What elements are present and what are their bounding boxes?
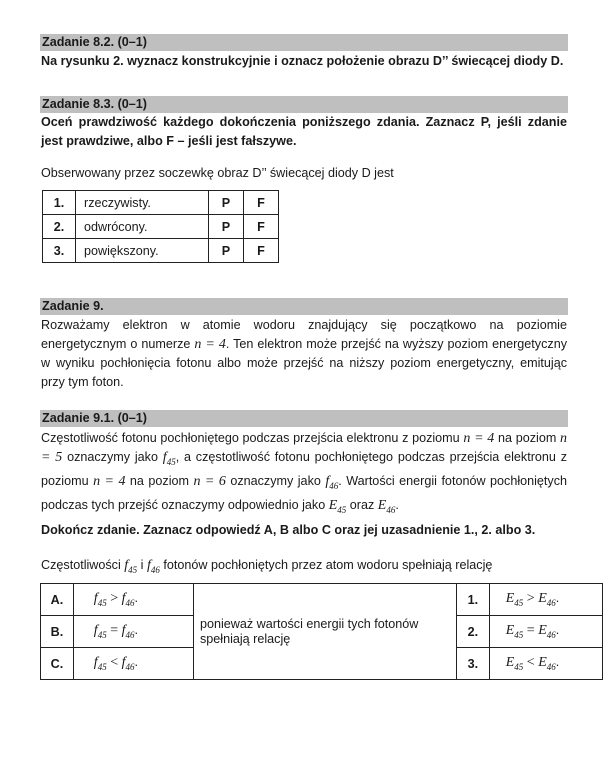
symbol-e46: $E_{46}$: [377, 497, 396, 515]
reason-3-number[interactable]: 3.: [456, 648, 489, 680]
task-9-1-instruction: Dokończ zdanie. Zaznacz odpowiedź A, B albo C oraz jej uzasadnienie 1., 2. albo 3.: [41, 523, 536, 537]
table-row: [43, 191, 279, 215]
task-8-3-header: Zadanie 8.3. (0–1): [40, 96, 568, 113]
answer-f-option[interactable]: F: [244, 191, 279, 215]
math-n4: n = 4: [194, 337, 226, 352]
reason-1-relation[interactable]: $E_{45} > E_{46}$.: [489, 584, 602, 616]
table-row: [41, 584, 603, 616]
option-c-letter[interactable]: C.: [41, 648, 74, 680]
option-b-relation[interactable]: $f_{45} = f_{46}$.: [73, 616, 193, 648]
task-9-intro: Rozważamy elektron w atomie wodoru znajdujący się początkowo na poziomie energetycznym o numerze n = 4. Ten elektron może przejść na wyższy poziom energetyczny w wyniku pochłonięcia fotonu albo może przejść na niższy poziom energetyczny, emitując przy tym foton.: [41, 318, 567, 389]
answer-justification-table: [40, 583, 603, 680]
reason-3-relation[interactable]: $E_{45} < E_{46}$.: [489, 648, 602, 680]
task-9-1-stem: Częstotliwości $f_{45}$ i $f_{46}$ fotonów pochłoniętych przez atom wodoru spełniają relację: [41, 558, 493, 575]
reason-2-relation[interactable]: $E_{45} = E_{46}$.: [489, 616, 602, 648]
answer-p-option[interactable]: P: [209, 239, 244, 263]
statement-text: powiększony.: [76, 239, 209, 263]
answer-f-option[interactable]: F: [244, 215, 279, 239]
statement-text: rzeczywisty.: [76, 191, 209, 215]
answer-p-option[interactable]: P: [209, 191, 244, 215]
option-a-relation[interactable]: $f_{45} > f_{46}$.: [73, 584, 193, 616]
option-c-relation[interactable]: $f_{45} < f_{46}$.: [73, 648, 193, 680]
option-b-letter[interactable]: B.: [41, 616, 74, 648]
row-number: 1.: [43, 191, 76, 215]
because-text: ponieważ wartości energii tych fotonów spełniają relację: [193, 584, 456, 680]
task-9-header: Zadanie 9.: [40, 298, 568, 315]
task-8-3-instruction: Oceń prawdziwość każdego dokończenia poniższego zdania. Zaznacz P, jeśli zdanie jest prawdziwe, albo F – jeśli jest fałszywe.: [41, 115, 567, 148]
task-8-2-header: Zadanie 8.2. (0–1): [40, 34, 568, 51]
option-a-letter[interactable]: A.: [41, 584, 74, 616]
answer-p-option[interactable]: P: [209, 215, 244, 239]
task-9-1-header: Zadanie 9.1. (0–1): [40, 410, 568, 427]
symbol-e45: $E_{45}$: [328, 497, 347, 515]
table-row: [43, 215, 279, 239]
answer-f-option[interactable]: F: [244, 239, 279, 263]
task-8-3-stem: Obserwowany przez soczewkę obraz D’’ świecącej diody D jest: [41, 166, 394, 180]
reason-2-number[interactable]: 2.: [456, 616, 489, 648]
true-false-table: [42, 190, 279, 263]
reason-1-number[interactable]: 1.: [456, 584, 489, 616]
task-8-2-instruction: Na rysunku 2. wyznacz konstrukcyjnie i oznacz położenie obrazu D’’ świecącej diody D.: [41, 54, 564, 68]
task-9-1-intro: Częstotliwość fotonu pochłoniętego podczas przejścia elektronu z poziomu n = 4 na poziom n = 5 oznaczymy jako $f_{45}$, a częstotliwość fotonu pochłoniętego podczas przejścia elektronu z poziomu n = 4 na poziom n = 6 oznaczymy jako $f_{46}$. Wartości energii fotonów pochłoniętych podczas tych przejść oznaczymy odpowiednio jako $E_{45}$ oraz $E_{46}$.: [41, 431, 568, 515]
statement-text: odwrócony.: [76, 215, 209, 239]
table-row: [43, 239, 279, 263]
symbol-f46: $f_{46}$: [325, 473, 339, 491]
row-number: 2.: [43, 215, 76, 239]
symbol-f45: $f_{45}$: [162, 450, 176, 467]
row-number: 3.: [43, 239, 76, 263]
